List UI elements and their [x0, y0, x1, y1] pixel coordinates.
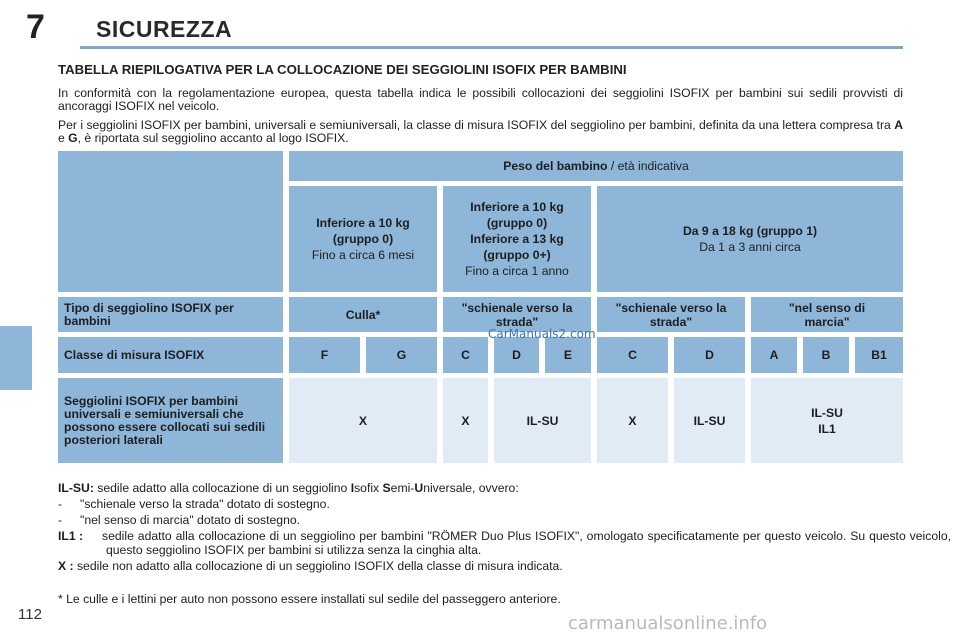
weight-header: Peso del bambino / età indicativa	[289, 151, 903, 181]
chapter-side-tab	[0, 326, 32, 390]
seat-suitability-cell: IL-SU	[674, 378, 745, 463]
legend-ilsu: IL-SU: sedile adatto alla collocazione di un seggiolino Isofix Semi-Universale, ovvero:	[58, 481, 519, 495]
legend-item-forward-facing: - "nel senso di marcia" dotato di sostegno.	[58, 513, 301, 527]
seat-suitability-cell: X	[443, 378, 488, 463]
seat-suitability-cell: IL-SU IL1	[751, 378, 903, 463]
row-label-size-class: Classe di misura ISOFIX	[58, 337, 283, 373]
legend-item-rear-facing: - "schienale verso la strada" dotato di sostegno.	[58, 497, 330, 511]
watermark-mid: CarManuals2.com	[488, 327, 596, 341]
footnote: * Le culle e i lettini per auto non possono essere installati sul sedile del passeggero anteriore.	[58, 592, 561, 606]
section-title: TABELLA RIEPILOGATIVA PER LA COLLOCAZIONE DEI SEGGIOLINI ISOFIX PER BAMBINI	[58, 62, 627, 77]
class-cell: A	[751, 337, 797, 373]
class-cell: D	[674, 337, 745, 373]
type-cell: "nel senso di marcia"	[751, 297, 903, 332]
row-label-rear-seats: Seggiolini ISOFIX per bambini universali e semiuniversali che possono essere collocati sui sedili posteriori laterali	[58, 378, 283, 463]
class-cell: D	[494, 337, 539, 373]
intro-paragraph-2: Per i seggiolini ISOFIX per bambini, universali e semiuniversali, la classe di misura ISOFIX del seggiolino per bambini, definita da una lettera compresa tra A e G, è riportata sul seggiolino accanto al logo ISOFIX.	[58, 118, 903, 145]
row-label-seat-type: Tipo di seggiolino ISOFIX per bambini	[58, 297, 283, 332]
group-header-1: Da 9 a 18 kg (gruppo 1) Da 1 a 3 anni circa	[597, 186, 903, 292]
class-cell: F	[289, 337, 360, 373]
watermark-bottom: carmanualsonline.info	[568, 613, 768, 634]
class-cell: C	[443, 337, 488, 373]
chapter-title: SICUREZZA	[96, 16, 233, 42]
legend-il1: IL1 : sedile adatto alla collocazione di un seggiolino per bambini "RÖMER Duo Plus ISOFIX", omologato specificatamente per questo veicolo. Su questo veicolo, questo seggiolino ISOFIX per bambini si utilizza senza la cinghia alta.	[58, 529, 951, 557]
class-cell: G	[366, 337, 437, 373]
page-number: 112	[18, 606, 42, 623]
class-cell: B1	[855, 337, 903, 373]
class-cell: E	[545, 337, 591, 373]
seat-suitability-cell: X	[597, 378, 668, 463]
group-header-0: Inferiore a 10 kg (gruppo 0) Fino a circa 6 mesi	[289, 186, 437, 292]
chapter-number: 7	[26, 8, 45, 46]
type-cell: "schienale verso la strada"	[443, 297, 591, 332]
group-header-0plus: Inferiore a 10 kg (gruppo 0) Inferiore a 13 kg (gruppo 0+) Fino a circa 1 anno	[443, 186, 591, 292]
table-corner-cell	[58, 151, 283, 292]
type-cell: "schienale verso la strada"	[597, 297, 745, 332]
seat-suitability-cell: X	[289, 378, 437, 463]
type-cell: Culla*	[289, 297, 437, 332]
class-cell: B	[803, 337, 849, 373]
seat-suitability-cell: IL-SU	[494, 378, 591, 463]
intro-paragraph-1: In conformità con la regolamentazione europea, questa tabella indica le possibili collocazioni dei seggiolini ISOFIX per bambini sui sedili provvisti di ancoraggi ISOFIX nel veicolo.	[58, 86, 903, 113]
header-divider	[80, 46, 903, 49]
legend-x: X : sedile non adatto alla collocazione di un seggiolino ISOFIX della classe di misura indicata.	[58, 559, 563, 573]
class-cell: C	[597, 337, 668, 373]
